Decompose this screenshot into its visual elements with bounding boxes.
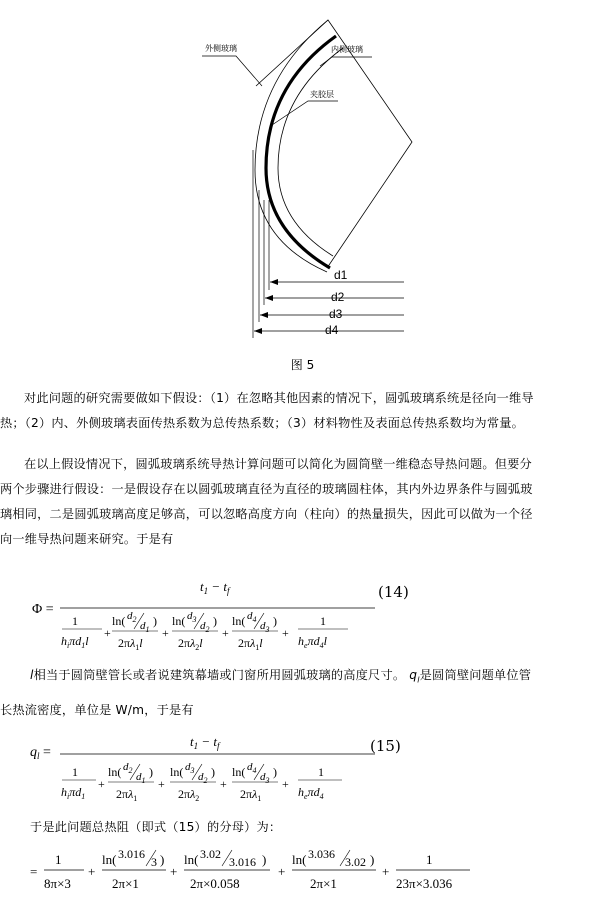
eq16-k: 23π×3.036 <box>396 876 453 891</box>
svg-text:+: + <box>88 864 96 879</box>
svg-text:ln(: ln( <box>170 765 184 779</box>
svg-text:heπd4: $h_e\pi d_4$ <box>298 785 324 801</box>
eq15-numerator: $t_1 - t_f$ <box>190 734 220 751</box>
svg-text:+: + <box>158 777 165 791</box>
svg-text:d3: $d_3$ <box>185 761 195 775</box>
svg-text:ln(: ln( <box>172 614 186 628</box>
text-line: 在以上假设情况下，圆弧玻璃系统导热计算问题可以简化为圆筒壁一维稳态导热问题。但要分 <box>24 457 532 471</box>
text-line: 是圆筒壁问题单位管 <box>419 668 532 682</box>
eq16-term1-denominator: 8π×3 <box>44 876 71 891</box>
paragraph-variables <box>0 663 605 723</box>
eq16-g: 2π×0.058 <box>190 876 240 891</box>
eq16-d: 2π×1 <box>112 876 139 891</box>
svg-text:d2: $d_2$ <box>198 771 208 785</box>
svg-text:2πλ2: $2\pi\lambda_2$ <box>178 787 200 803</box>
label-outer-glass: 外侧玻璃 <box>205 44 237 53</box>
svg-text:d3: $d_3$ <box>260 771 270 785</box>
svg-text:): ) <box>160 852 165 867</box>
svg-text:hiπd1: $h_i\pi d_1$ <box>61 785 86 801</box>
dim-d2 <box>265 290 404 304</box>
svg-text:): ) <box>370 852 375 867</box>
equation-15 <box>30 728 570 810</box>
svg-text:d1: $d_1$ <box>136 771 146 785</box>
svg-text:hiπd1l: $h_i\pi d_1l$ <box>61 634 89 650</box>
svg-text:2πλ2l: $2\pi\lambda_2l$ <box>178 636 203 652</box>
svg-text:+: + <box>282 777 289 791</box>
eq16-c: 3 <box>151 855 157 869</box>
paragraph-total-resistance: 于是此问题总热阻（即式（15）的分母）为： <box>30 820 282 834</box>
svg-text:+: + <box>222 626 229 640</box>
eq16-j: 2π×1 <box>310 876 337 891</box>
svg-text:ln(: ln( <box>112 614 126 628</box>
dim-d4 <box>254 323 404 337</box>
svg-text:+: + <box>382 864 390 879</box>
svg-text:d4: $d_4$ <box>247 610 257 624</box>
label-interlayer: 夹胶层 <box>310 90 334 99</box>
label-inner-glass: 内侧玻璃 <box>331 45 363 54</box>
equation-14 <box>30 575 570 655</box>
svg-text:+: + <box>220 777 227 791</box>
leader-interlayer <box>272 101 338 125</box>
svg-text:): ) <box>262 852 267 867</box>
svg-text:ln(: ln( <box>232 614 246 628</box>
inner-glass-arc <box>278 48 343 256</box>
svg-text:ln(: ln( <box>184 852 199 867</box>
svg-text:d3: $d_3$ <box>260 620 270 634</box>
eq16-i: 3.02 <box>345 855 366 869</box>
eq16-e: 3.02 <box>200 847 221 861</box>
svg-text:d2: $d_2$ <box>200 620 210 634</box>
svg-text:2πλ1: $2\pi\lambda_1$ <box>116 787 138 803</box>
paragraph-assumptions <box>0 386 605 436</box>
symbol-l: l <box>30 668 34 682</box>
svg-text:): ) <box>211 765 215 779</box>
eq15-lhs: $q_l$ = <box>30 745 51 761</box>
dim-label-d1: d1 <box>334 268 348 282</box>
svg-text:d3: $d_3$ <box>187 610 197 624</box>
text-line: 长热流密度，单位是 W/m，于是有 <box>0 703 194 718</box>
text-line: 向一维导热问题来研究。于是有 <box>0 532 174 546</box>
svg-text:d2: $d_2$ <box>127 610 137 624</box>
leader-outer-glass <box>202 56 262 86</box>
dim-label-d4: d4 <box>325 323 339 337</box>
svg-text:1: 1 <box>320 614 326 628</box>
svg-text:1: 1 <box>318 765 324 779</box>
svg-text:1: 1 <box>55 852 62 867</box>
svg-text:d1: $d_1$ <box>140 620 150 634</box>
svg-text:2πλ1l: $2\pi\lambda_1l$ <box>118 636 143 652</box>
svg-text:2πλ1l: $2\pi\lambda_1l$ <box>238 636 263 652</box>
equation-number-14: (14) <box>378 583 409 601</box>
svg-text:+: + <box>278 864 286 879</box>
text-line: 热；（2）内、外侧玻璃表面传热系数为总传热系数；（3）材料物性及表面总传热系数均为常量。 <box>0 416 524 430</box>
text-line: 对此问题的研究需要做如下假设：（1）在忽略其他因素的情况下，圆弧玻璃系统是径向一维导 <box>24 391 534 405</box>
text-line: 璃相同，二是圆弧玻璃高度足够高，可以忽略高度方向（柱向）的热量损失，因此可以做为一个径 <box>0 507 533 521</box>
svg-text:2πλ1: $2\pi\lambda_1$ <box>240 787 262 803</box>
svg-text:+: + <box>282 626 289 640</box>
svg-text:ln(: ln( <box>108 765 122 779</box>
interlayer-arc <box>266 36 336 268</box>
svg-text:): ) <box>273 614 277 628</box>
svg-text:+: + <box>170 864 178 879</box>
svg-text:d4: $d_4$ <box>247 761 257 775</box>
figure-caption: 图 5 <box>290 358 315 372</box>
eq16-f: 3.016 <box>229 855 256 869</box>
dim-label-d3: d3 <box>329 307 343 321</box>
equation-number-15: (15) <box>370 737 401 755</box>
svg-text:+: + <box>162 626 169 640</box>
svg-text:): ) <box>153 614 157 628</box>
text-line: 两个步骤进行假设：一是假设存在以圆弧玻璃直径为直径的玻璃圆柱体，其内外边界条件与圆弧玻 <box>0 482 533 496</box>
text-line: 相当于圆筒壁管长或者说建筑幕墙或门窗所用圆弧玻璃的高度尺寸。 <box>33 668 406 682</box>
svg-text:1: 1 <box>72 765 78 779</box>
svg-text:ln(: ln( <box>292 852 307 867</box>
eq14-numerator: $t_1 - t_f$ <box>200 579 230 596</box>
leader-inner-glass <box>320 57 372 66</box>
dim-d3 <box>260 307 404 321</box>
symbol-q-sub: l <box>417 675 420 685</box>
svg-text:): ) <box>273 765 277 779</box>
svg-text:1: 1 <box>426 852 433 867</box>
eq14-lhs: Φ = <box>32 602 54 617</box>
svg-text:): ) <box>213 614 217 628</box>
svg-text:d2: $d_2$ <box>123 761 133 775</box>
dim-label-d2: d2 <box>331 290 345 304</box>
eq16-h: 3.036 <box>308 847 335 861</box>
svg-text:ln(: ln( <box>102 852 117 867</box>
svg-text:): ) <box>149 765 153 779</box>
svg-text:=: = <box>30 864 38 879</box>
eq16-b: 3.016 <box>118 847 145 861</box>
figure-5 <box>0 0 605 356</box>
svg-text:heπd4l: $h_e\pi d_4l$ <box>298 634 327 650</box>
equation-total-resistance <box>30 842 590 904</box>
symbol-q: q <box>409 668 418 682</box>
svg-text:+: + <box>98 777 105 791</box>
paragraph-simplification <box>0 452 605 552</box>
dim-d1 <box>270 268 404 285</box>
svg-text:1: 1 <box>72 614 78 628</box>
svg-text:+: + <box>104 626 111 640</box>
svg-text:ln(: ln( <box>232 765 246 779</box>
